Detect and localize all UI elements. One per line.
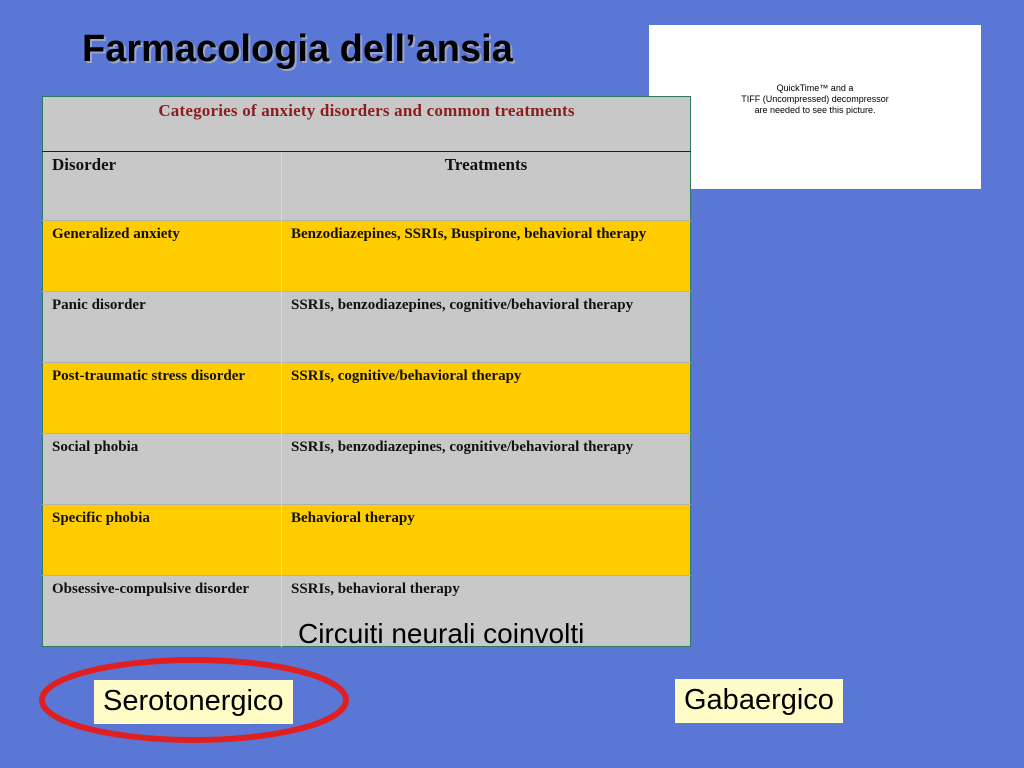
table-caption: Categories of anxiety disorders and common treatments [43,97,691,152]
treatments-cell: SSRIs, benzodiazepines, cognitive/behavioral therapy [282,434,691,505]
slide-title: Farmacologia dell’ansia [82,28,513,70]
header-treatments: Treatments [282,152,691,221]
table-header-row [43,152,691,221]
table-caption-row [43,97,691,152]
table-row [43,434,691,505]
treatments-cell: Behavioral therapy [282,505,691,576]
disorder-cell: Generalized anxiety [43,221,282,292]
disorder-cell: Panic disorder [43,292,282,363]
header-disorder: Disorder [43,152,282,221]
disorder-cell: Post-traumatic stress disorder [43,363,282,434]
treatments-cell: Benzodiazepines, SSRIs, Buspirone, behavioral therapy [282,221,691,292]
anxiety-treatments-table [42,96,691,647]
disorder-cell: Social phobia [43,434,282,505]
table-row [43,363,691,434]
serotonergic-label: Serotonergico [94,680,293,724]
gabaergic-label: Gabaergico [675,679,843,723]
image-placeholder [649,25,981,189]
treatments-cell: SSRIs, cognitive/behavioral therapy [282,363,691,434]
image-placeholder-text [649,83,981,116]
placeholder-line: QuickTime™ and a [776,83,854,93]
table-row [43,221,691,292]
table-row [43,505,691,576]
circuits-heading: Circuiti neurali coinvolti [298,618,585,649]
disorder-cell: Specific phobia [43,505,282,576]
placeholder-line: are needed to see this picture. [754,105,876,115]
treatments-cell: SSRIs, behavioral therapy [282,576,691,647]
treatments-cell: SSRIs, benzodiazepines, cognitive/behavioral therapy [282,292,691,363]
placeholder-line: TIFF (Uncompressed) decompressor [741,94,889,104]
disorder-cell: Obsessive-compulsive disorder [43,576,282,647]
table-row [43,292,691,363]
